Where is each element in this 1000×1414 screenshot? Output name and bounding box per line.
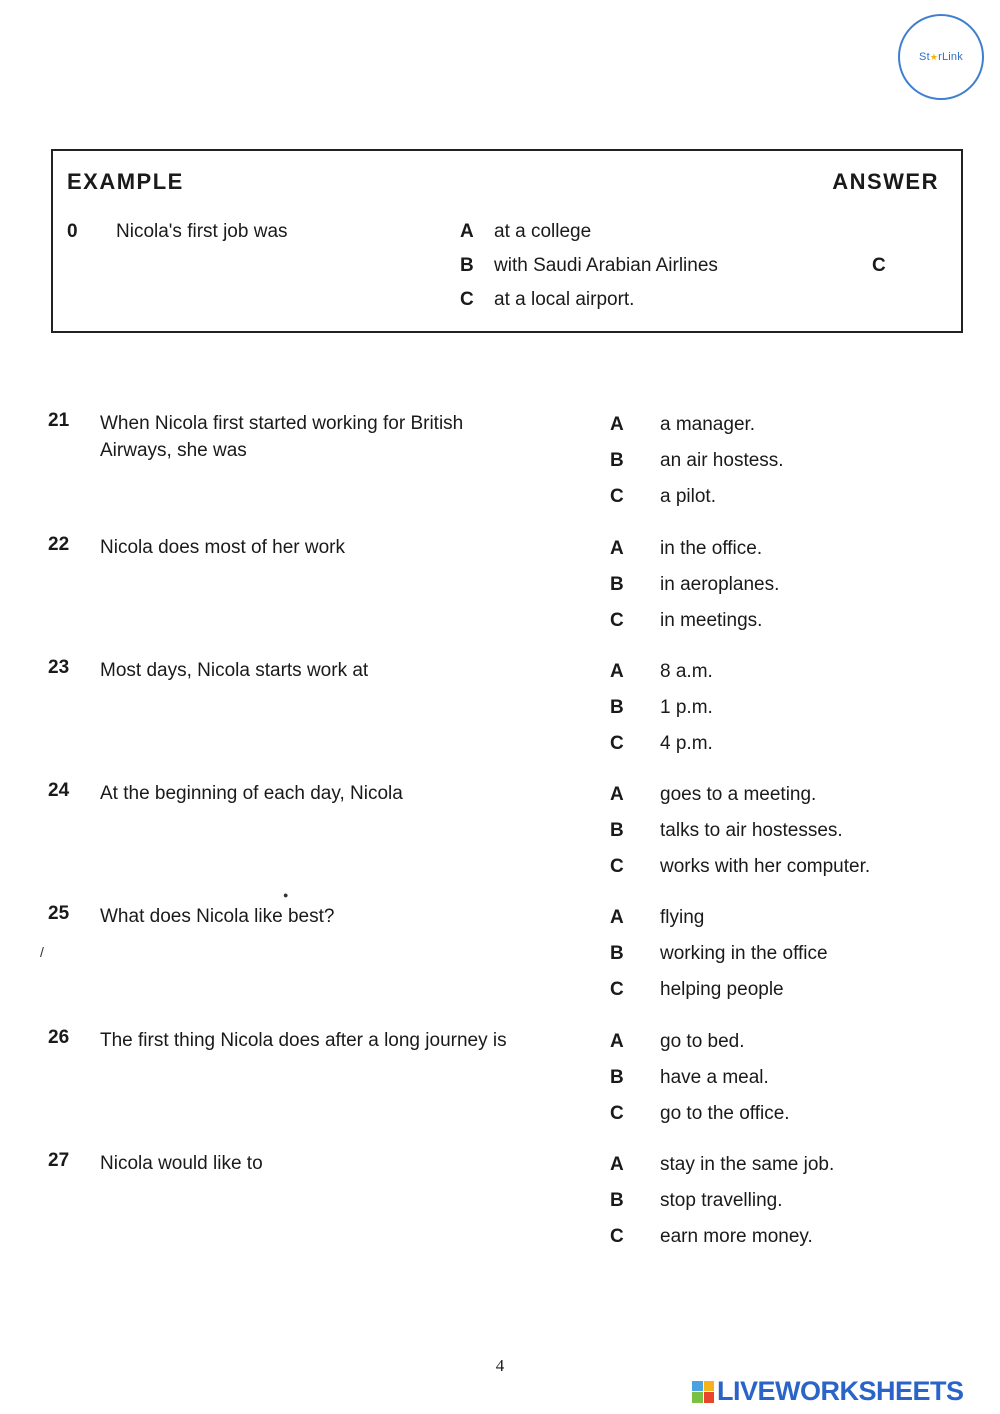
option-b[interactable]	[610, 697, 713, 719]
option-c[interactable]	[610, 979, 784, 1001]
option-letter: B	[610, 1067, 624, 1088]
option-text: helping people	[660, 979, 784, 1000]
option-a[interactable]	[610, 907, 704, 929]
option-letter: A	[610, 784, 624, 805]
option-b[interactable]	[610, 450, 784, 472]
example-answer: C	[872, 255, 886, 276]
option-text: talks to air hostesses.	[660, 820, 843, 841]
question-stem: Nicola would like to	[100, 1153, 263, 1174]
star-icon: ★	[929, 51, 939, 62]
question-number: 24	[48, 780, 70, 801]
option-letter: C	[610, 733, 624, 754]
option-text: at a local airport.	[494, 289, 635, 310]
option-a[interactable]	[610, 538, 762, 560]
option-text: a manager.	[660, 414, 756, 435]
option-text: at a college	[494, 221, 592, 242]
option-letter: A	[610, 661, 624, 682]
question-23	[48, 657, 948, 777]
logo-text-start: St	[919, 51, 930, 63]
example-option-c	[460, 289, 634, 311]
option-text: 8 a.m.	[660, 661, 713, 682]
answer-title: ANSWER	[832, 169, 939, 194]
question-number: 25	[48, 903, 70, 924]
question-number: 27	[48, 1150, 70, 1171]
option-text: earn more money.	[660, 1226, 813, 1247]
option-text: 1 p.m.	[660, 697, 713, 718]
option-letter: B	[610, 450, 624, 471]
scan-mark: /	[40, 944, 44, 960]
option-letter: A	[610, 907, 624, 928]
question-number: 26	[48, 1027, 70, 1048]
example-option-a	[460, 221, 591, 243]
option-letter: B	[610, 697, 624, 718]
logo-text-end: rLink	[938, 51, 963, 63]
question-25	[48, 903, 948, 1023]
option-letter: C	[610, 486, 624, 507]
option-a[interactable]	[610, 414, 755, 436]
option-text: 4 p.m.	[660, 733, 713, 754]
option-letter: A	[610, 414, 624, 435]
brand-text: LIVEWORKSHEETS	[717, 1376, 964, 1406]
option-c[interactable]	[610, 1226, 813, 1248]
option-a[interactable]	[610, 784, 816, 806]
question-26	[48, 1027, 948, 1147]
question-stem: What does Nicola like best?	[100, 906, 335, 927]
example-number: 0	[67, 221, 78, 242]
liveworksheets-icon	[692, 1381, 714, 1403]
question-stem: Nicola does most of her work	[100, 537, 345, 558]
option-letter: C	[610, 1226, 624, 1247]
option-a[interactable]	[610, 661, 713, 683]
question-number: 21	[48, 410, 70, 431]
starlink-logo	[898, 14, 984, 100]
question-number: 22	[48, 534, 70, 555]
option-b[interactable]	[610, 574, 779, 596]
option-text: an air hostess.	[660, 450, 784, 471]
option-text: with Saudi Arabian Airlines	[494, 255, 718, 276]
option-letter: A	[610, 1031, 624, 1052]
question-stem: When Nicola first started working for British Airways, she was	[100, 413, 464, 461]
question-24	[48, 780, 948, 900]
option-text: in meetings.	[660, 610, 763, 631]
option-b[interactable]	[610, 820, 843, 842]
question-27	[48, 1150, 948, 1270]
option-letter: B	[610, 820, 624, 841]
option-letter: C	[610, 610, 624, 631]
option-text: have a meal.	[660, 1067, 769, 1088]
option-letter: B	[610, 574, 624, 595]
scan-mark: ●	[283, 890, 289, 900]
option-letter: C	[460, 289, 474, 310]
option-letter: B	[610, 1190, 624, 1211]
example-option-b	[460, 255, 718, 277]
option-text: in the office.	[660, 538, 763, 559]
option-b[interactable]	[610, 1190, 783, 1212]
option-text: goes to a meeting.	[660, 784, 817, 805]
question-22	[48, 534, 948, 654]
option-text: in aeroplanes.	[660, 574, 780, 595]
option-b[interactable]	[610, 1067, 769, 1089]
option-letter: C	[610, 1103, 624, 1124]
example-box	[51, 149, 963, 333]
example-stem: Nicola's first job was	[116, 221, 288, 242]
option-text: go to bed.	[660, 1031, 745, 1052]
question-21	[48, 410, 948, 530]
option-b[interactable]	[610, 943, 828, 965]
option-c[interactable]	[610, 610, 762, 632]
question-stem: The first thing Nicola does after a long journey is	[100, 1030, 507, 1051]
option-letter: A	[610, 1154, 624, 1175]
option-letter: C	[610, 856, 624, 877]
option-text: stay in the same job.	[660, 1154, 835, 1175]
option-text: a pilot.	[660, 486, 716, 507]
option-letter: B	[610, 943, 624, 964]
option-letter: A	[610, 538, 624, 559]
option-a[interactable]	[610, 1154, 834, 1176]
option-c[interactable]	[610, 733, 713, 755]
example-title: EXAMPLE	[67, 169, 184, 194]
option-c[interactable]	[610, 856, 870, 878]
option-text: stop travelling.	[660, 1190, 783, 1211]
option-letter: A	[460, 221, 474, 242]
option-text: works with her computer.	[660, 856, 871, 877]
option-text: flying	[660, 907, 705, 928]
option-letter: B	[460, 255, 474, 276]
question-stem: At the beginning of each day, Nicola	[100, 783, 403, 804]
liveworksheets-brand	[692, 1376, 964, 1407]
option-c[interactable]	[610, 486, 716, 508]
page-number: 4	[495, 1356, 505, 1375]
option-text: working in the office	[660, 943, 828, 964]
option-letter: C	[610, 979, 624, 1000]
option-c[interactable]	[610, 1103, 790, 1125]
option-text: go to the office.	[660, 1103, 790, 1124]
option-a[interactable]	[610, 1031, 745, 1053]
question-stem: Most days, Nicola starts work at	[100, 660, 369, 681]
question-number: 23	[48, 657, 70, 678]
